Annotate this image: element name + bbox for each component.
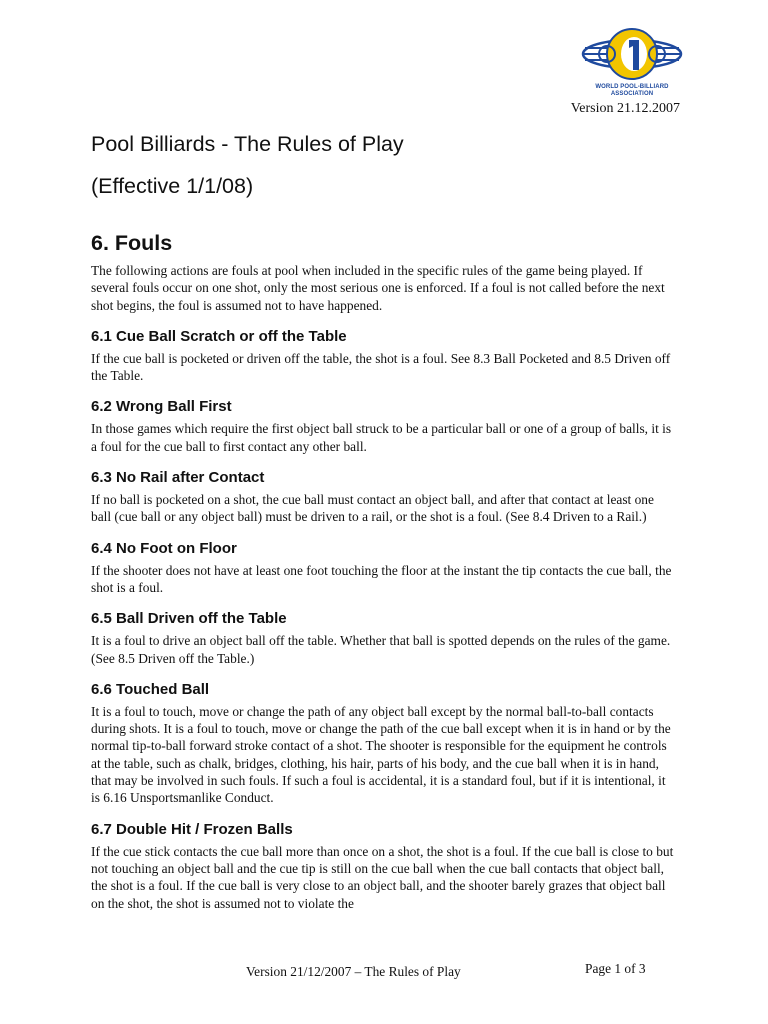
subsection-heading: 6.3 No Rail after Contact (91, 469, 265, 487)
section-heading: 6. Fouls (91, 231, 173, 255)
header-version: Version 21.12.2007 (570, 101, 680, 116)
subsection-heading: 6.7 Double Hit / Frozen Balls (91, 820, 293, 838)
section-body (91, 262, 677, 912)
subsection-text: If no ball is pocketed on a shot, the cue ball must contact an object ball, and after that contact at least one ball (cue ball or any object ball) must be driven to a rail, or the shot is a foul. (See 8.4 Driven to a Rail.) (91, 492, 654, 525)
subsection-heading: 6.4 No Foot on Floor (91, 539, 237, 557)
subsection-text: If the cue stick contacts the cue ball more than once on a shot, the shot is a foul. If the cue ball is close to but not touching an object ball and the cue tip is still on the cue ball when the cue ball contacts that object ball, the shot is a foul. If the cue ball is very close to an object ball, and the shooter barely grazes that object ball on the shot, the shot is assumed not to violate the (91, 843, 674, 911)
subsection-heading: 6.1 Cue Ball Scratch or off the Table (91, 327, 347, 345)
subsection-heading: 6.6 Touched Ball (91, 680, 210, 698)
page-number: Page 1 of 3 (585, 961, 646, 976)
wpa-logo (581, 24, 683, 100)
wpa-globe-icon (581, 24, 683, 84)
subsection-heading: 6.5 Ball Driven off the Table (91, 610, 287, 628)
document-title: Pool Billiards - The Rules of Play (91, 132, 404, 156)
effective-date: (Effective 1/1/08) (91, 174, 254, 198)
subsection-text: In those games which require the first object ball struck to be a particular ball or one of a group of balls, it is a foul for the cue ball to first contact any other ball. (91, 421, 672, 454)
subsection-text: If the cue ball is pocketed or driven off the table, the shot is a foul. See 8.3 Ball Pocketed and 8.5 Driven off the Table. (91, 350, 671, 384)
subsection-heading: 6.2 Wrong Ball First (91, 398, 232, 416)
section-intro: The following actions are fouls at pool when included in the specific rules of the game being played. If several fouls occur on one shot, only the most serious one is enforced. If a foul is not called before the next shot begins, the foul is assumed not to have happened. (91, 263, 665, 313)
subsection-text: If the shooter does not have at least one foot touching the floor at the instant the tip contacts the cue ball, the shot is a foul. (91, 562, 672, 595)
logo-text-line1: WORLD POOL-BILLIARD (595, 84, 669, 90)
footer-version: Version 21/12/2007 – The Rules of Play (246, 964, 461, 979)
subsection-text: It is a foul to drive an object ball off the table. Whether that ball is spotted depends on the rules of the game. (See 8.5 Driven off the Table.) (91, 633, 671, 666)
logo-text-line2: ASSOCIATION (610, 91, 654, 97)
subsection-text: It is a foul to touch, move or change the path of any object ball except by the normal ball-to-ball contacts during shots. It is a foul to touch, move or change the path of the cue ball except when it is in hand or by the normal tip-to-ball forward stroke contact of a shot. The shooter is responsible for the equipment he controls at the table, such as chalk, bridges, clothing, his hair, parts of his body, and the cue ball when it is in hand, that may be involved in such fouls. If such a foul is accidental, it is a standard foul, but if it is intentional, it is 6.16 Unsportsmanlike Conduct. (91, 703, 671, 806)
